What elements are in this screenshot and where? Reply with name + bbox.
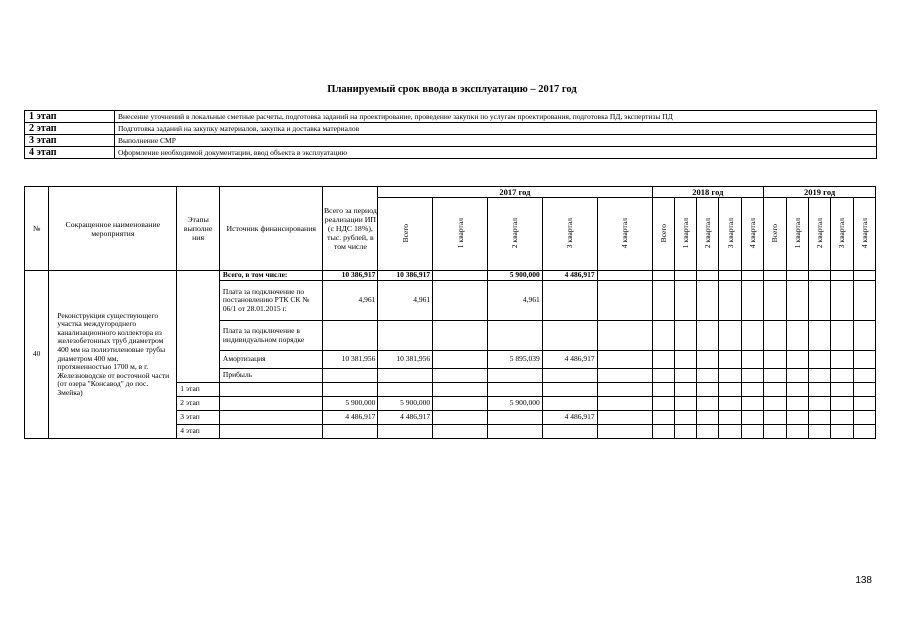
empty-cell	[786, 321, 808, 351]
value-cell	[433, 369, 488, 383]
stage-description: Оформление необходимой документации, ввод объекта в эксплуатацию	[115, 147, 877, 159]
empty-cell	[786, 383, 808, 397]
header-no: №	[25, 187, 49, 271]
value-cell	[433, 321, 488, 351]
stage-cell: 1 этап	[177, 383, 220, 397]
empty-cell	[741, 397, 763, 411]
header-period	[741, 198, 763, 271]
empty-cell	[674, 281, 696, 321]
empty-cell	[808, 281, 830, 321]
empty-cell	[741, 425, 763, 439]
stage-cell: 4 этап	[177, 425, 220, 439]
value-cell: 5 900,000	[323, 397, 378, 411]
empty-cell	[652, 369, 674, 383]
header-period	[433, 198, 488, 271]
empty-cell	[764, 351, 786, 369]
value-cell: 10 381,956	[378, 351, 433, 369]
value-cell: 4 486,917	[542, 351, 597, 369]
value-cell: 4,961	[487, 281, 542, 321]
empty-cell	[764, 281, 786, 321]
empty-cell	[764, 397, 786, 411]
header-period-label: Всего	[400, 223, 410, 243]
header-period-label: 2 квартал	[510, 217, 520, 249]
project-number: 40	[25, 271, 49, 439]
empty-cell	[808, 425, 830, 439]
header-period-label: 4 квартал	[748, 217, 757, 249]
header-year: 2017 год	[378, 187, 652, 198]
empty-cell	[652, 397, 674, 411]
stage-cell: 2 этап	[177, 397, 220, 411]
empty-cell	[831, 281, 853, 321]
empty-cell	[697, 425, 719, 439]
value-cell	[597, 271, 652, 281]
empty-cell	[853, 411, 876, 425]
value-cell	[323, 369, 378, 383]
project-name: Реконструкция существующего участка междугороднего канализационного коллектора из железобетонных труб диаметром 400 мм на полиэтиленовые трубы диаметром 400 мм, протяженностью 1700 м, в г. Железноводске от восточной части (от озера "Консавод" до пос. Змейка)	[49, 271, 177, 439]
stage-name: 2 этап	[25, 123, 115, 135]
stage-description: Выполнение СМР	[115, 135, 877, 147]
value-cell	[433, 281, 488, 321]
stages-legend-table	[24, 110, 877, 159]
stage-description: Подготовка заданий на закупку материалов, закупка и доставка материалов	[115, 123, 877, 135]
header-period	[719, 198, 741, 271]
value-cell: 4 486,917	[323, 411, 378, 425]
empty-cell	[808, 397, 830, 411]
empty-cell	[808, 321, 830, 351]
empty-cell	[786, 369, 808, 383]
funding-source	[219, 397, 323, 411]
header-period-label: Всего	[658, 223, 668, 243]
empty-cell	[674, 411, 696, 425]
empty-cell	[853, 425, 876, 439]
value-cell	[542, 369, 597, 383]
empty-cell	[741, 369, 763, 383]
empty-cell	[719, 411, 741, 425]
empty-cell	[786, 411, 808, 425]
empty-cell	[853, 369, 876, 383]
value-cell	[433, 383, 488, 397]
empty-cell	[719, 383, 741, 397]
header-period	[542, 198, 597, 271]
value-cell	[597, 321, 652, 351]
value-cell	[597, 411, 652, 425]
stage-legend-row	[25, 123, 877, 135]
empty-cell	[697, 397, 719, 411]
funding-source: Амортизация	[219, 351, 323, 369]
empty-cell	[652, 281, 674, 321]
value-cell	[378, 321, 433, 351]
value-cell	[597, 397, 652, 411]
empty-cell	[808, 383, 830, 397]
empty-cell	[764, 369, 786, 383]
empty-cell	[764, 271, 786, 281]
header-period-label: 1 квартал	[455, 217, 465, 249]
empty-cell	[652, 383, 674, 397]
header-period-label: 4 квартал	[859, 217, 869, 249]
empty-cell	[674, 397, 696, 411]
empty-cell	[697, 383, 719, 397]
empty-cell	[652, 425, 674, 439]
empty-cell	[808, 271, 830, 281]
value-cell	[597, 351, 652, 369]
header-period	[487, 198, 542, 271]
value-cell: 10 386,917	[323, 271, 378, 281]
empty-cell	[831, 397, 853, 411]
empty-cell	[786, 425, 808, 439]
header-period	[378, 198, 433, 271]
value-cell: 10 381,956	[323, 351, 378, 369]
empty-cell	[808, 351, 830, 369]
empty-cell	[786, 271, 808, 281]
value-cell: 4 486,917	[542, 411, 597, 425]
header-period-label: 3 квартал	[565, 217, 575, 249]
empty-cell	[741, 383, 763, 397]
value-cell	[487, 369, 542, 383]
header-period-label: 2 квартал	[815, 217, 824, 249]
header-period	[764, 198, 786, 271]
funding-source	[219, 411, 323, 425]
empty-cell	[674, 383, 696, 397]
empty-cell	[764, 321, 786, 351]
value-cell	[378, 425, 433, 439]
empty-cell	[853, 383, 876, 397]
value-cell	[378, 369, 433, 383]
header-period-label: 3 квартал	[837, 217, 847, 249]
empty-cell	[831, 271, 853, 281]
empty-cell	[719, 321, 741, 351]
empty-cell	[853, 271, 876, 281]
financing-table	[24, 186, 876, 439]
value-cell	[487, 411, 542, 425]
value-cell	[542, 321, 597, 351]
empty-cell	[741, 351, 763, 369]
empty-cell	[853, 351, 876, 369]
value-cell	[323, 383, 378, 397]
value-cell	[597, 281, 652, 321]
empty-cell	[786, 397, 808, 411]
empty-cell	[853, 397, 876, 411]
table-row	[25, 271, 876, 281]
empty-cell	[853, 321, 876, 351]
empty-cell	[719, 281, 741, 321]
empty-cell	[674, 271, 696, 281]
value-cell: 4 486,917	[378, 411, 433, 425]
empty-cell	[831, 369, 853, 383]
header-source: Источник финансирования	[219, 187, 323, 271]
value-cell	[542, 383, 597, 397]
empty-cell	[831, 383, 853, 397]
value-cell	[433, 351, 488, 369]
empty-cell	[652, 411, 674, 425]
value-cell	[378, 383, 433, 397]
value-cell	[433, 425, 488, 439]
value-cell	[487, 425, 542, 439]
empty-cell	[719, 369, 741, 383]
value-cell	[323, 425, 378, 439]
empty-cell	[831, 425, 853, 439]
empty-cell	[831, 351, 853, 369]
page-title: Планируемый срок ввода в эксплуатацию – 2017 год	[327, 84, 577, 95]
value-cell: 5 895,039	[487, 351, 542, 369]
header-period	[652, 198, 674, 271]
funding-source	[219, 383, 323, 397]
value-cell: 4,961	[378, 281, 433, 321]
header-row	[25, 187, 876, 198]
value-cell	[597, 425, 652, 439]
empty-cell	[697, 281, 719, 321]
empty-cell	[741, 411, 763, 425]
empty-cell	[808, 411, 830, 425]
empty-cell	[831, 321, 853, 351]
empty-cell	[764, 411, 786, 425]
header-period-label: 4 квартал	[620, 217, 630, 249]
value-cell: 5 900,000	[487, 271, 542, 281]
empty-cell	[697, 411, 719, 425]
header-period	[786, 198, 808, 271]
empty-cell	[786, 281, 808, 321]
value-cell	[487, 321, 542, 351]
header-period-label: Всего	[770, 223, 780, 243]
stage-name: 1 этап	[25, 111, 115, 123]
value-cell	[542, 397, 597, 411]
page-number: 138	[855, 575, 872, 586]
header-period	[674, 198, 696, 271]
funding-source: Всего, в том числе:	[219, 271, 323, 281]
header-total: Всего за период реализации ИП (с НДС 18%), тыс. рублей, в том числе	[323, 187, 378, 271]
value-cell: 5 900,000	[378, 397, 433, 411]
empty-cell	[697, 271, 719, 281]
value-cell	[433, 271, 488, 281]
empty-cell	[697, 321, 719, 351]
empty-cell	[674, 425, 696, 439]
value-cell: 10 386,917	[378, 271, 433, 281]
stage-name: 3 этап	[25, 135, 115, 147]
empty-cell	[719, 397, 741, 411]
stage-cell: 3 этап	[177, 411, 220, 425]
value-cell	[597, 383, 652, 397]
empty-cell	[697, 351, 719, 369]
empty-cell	[741, 321, 763, 351]
stage-cell	[177, 271, 220, 383]
header-period-label: 3 квартал	[725, 217, 735, 249]
empty-cell	[674, 351, 696, 369]
empty-cell	[674, 369, 696, 383]
funding-source: Прибыль	[219, 369, 323, 383]
empty-cell	[786, 351, 808, 369]
empty-cell	[741, 271, 763, 281]
header-period	[808, 198, 830, 271]
funding-source	[219, 425, 323, 439]
value-cell	[542, 281, 597, 321]
header-period-label: 2 квартал	[703, 217, 713, 249]
header-year: 2019 год	[764, 187, 876, 198]
empty-cell	[764, 383, 786, 397]
header-period	[697, 198, 719, 271]
header-period	[853, 198, 876, 271]
empty-cell	[808, 369, 830, 383]
stage-legend-row	[25, 135, 877, 147]
stage-legend-row	[25, 111, 877, 123]
empty-cell	[831, 411, 853, 425]
value-cell: 4,961	[323, 281, 378, 321]
header-year: 2018 год	[652, 187, 764, 198]
empty-cell	[652, 321, 674, 351]
empty-cell	[674, 321, 696, 351]
value-cell	[433, 397, 488, 411]
value-cell	[323, 321, 378, 351]
empty-cell	[652, 271, 674, 281]
empty-cell	[652, 351, 674, 369]
empty-cell	[719, 271, 741, 281]
empty-cell	[697, 369, 719, 383]
empty-cell	[853, 281, 876, 321]
stage-name: 4 этап	[25, 147, 115, 159]
value-cell: 4 486,917	[542, 271, 597, 281]
header-period-label: 1 квартал	[792, 217, 802, 249]
empty-cell	[719, 351, 741, 369]
empty-cell	[764, 425, 786, 439]
header-period	[831, 198, 853, 271]
value-cell	[487, 383, 542, 397]
value-cell	[597, 369, 652, 383]
value-cell	[542, 425, 597, 439]
header-stages: Этапы выполне ния	[177, 187, 220, 271]
empty-cell	[719, 425, 741, 439]
stage-legend-row	[25, 147, 877, 159]
funding-source: Плата за подключение в индивидуальном порядке	[219, 321, 323, 351]
header-name: Сокращенное наименование мероприятия	[49, 187, 177, 271]
stage-description: Внесение уточнений в локальные сметные расчеты, подготовка заданий на проектирование, проведение закупки по услугам проектирования, подготовка ПД, экспертизы ПД	[115, 111, 877, 123]
empty-cell	[741, 281, 763, 321]
value-cell: 5 900,000	[487, 397, 542, 411]
funding-source: Плата за подключение по постановлению РТК СК № 06/1 от 28.01.2015 г.	[219, 281, 323, 321]
header-period-label: 1 квартал	[680, 217, 690, 249]
header-period	[597, 198, 652, 271]
value-cell	[433, 411, 488, 425]
